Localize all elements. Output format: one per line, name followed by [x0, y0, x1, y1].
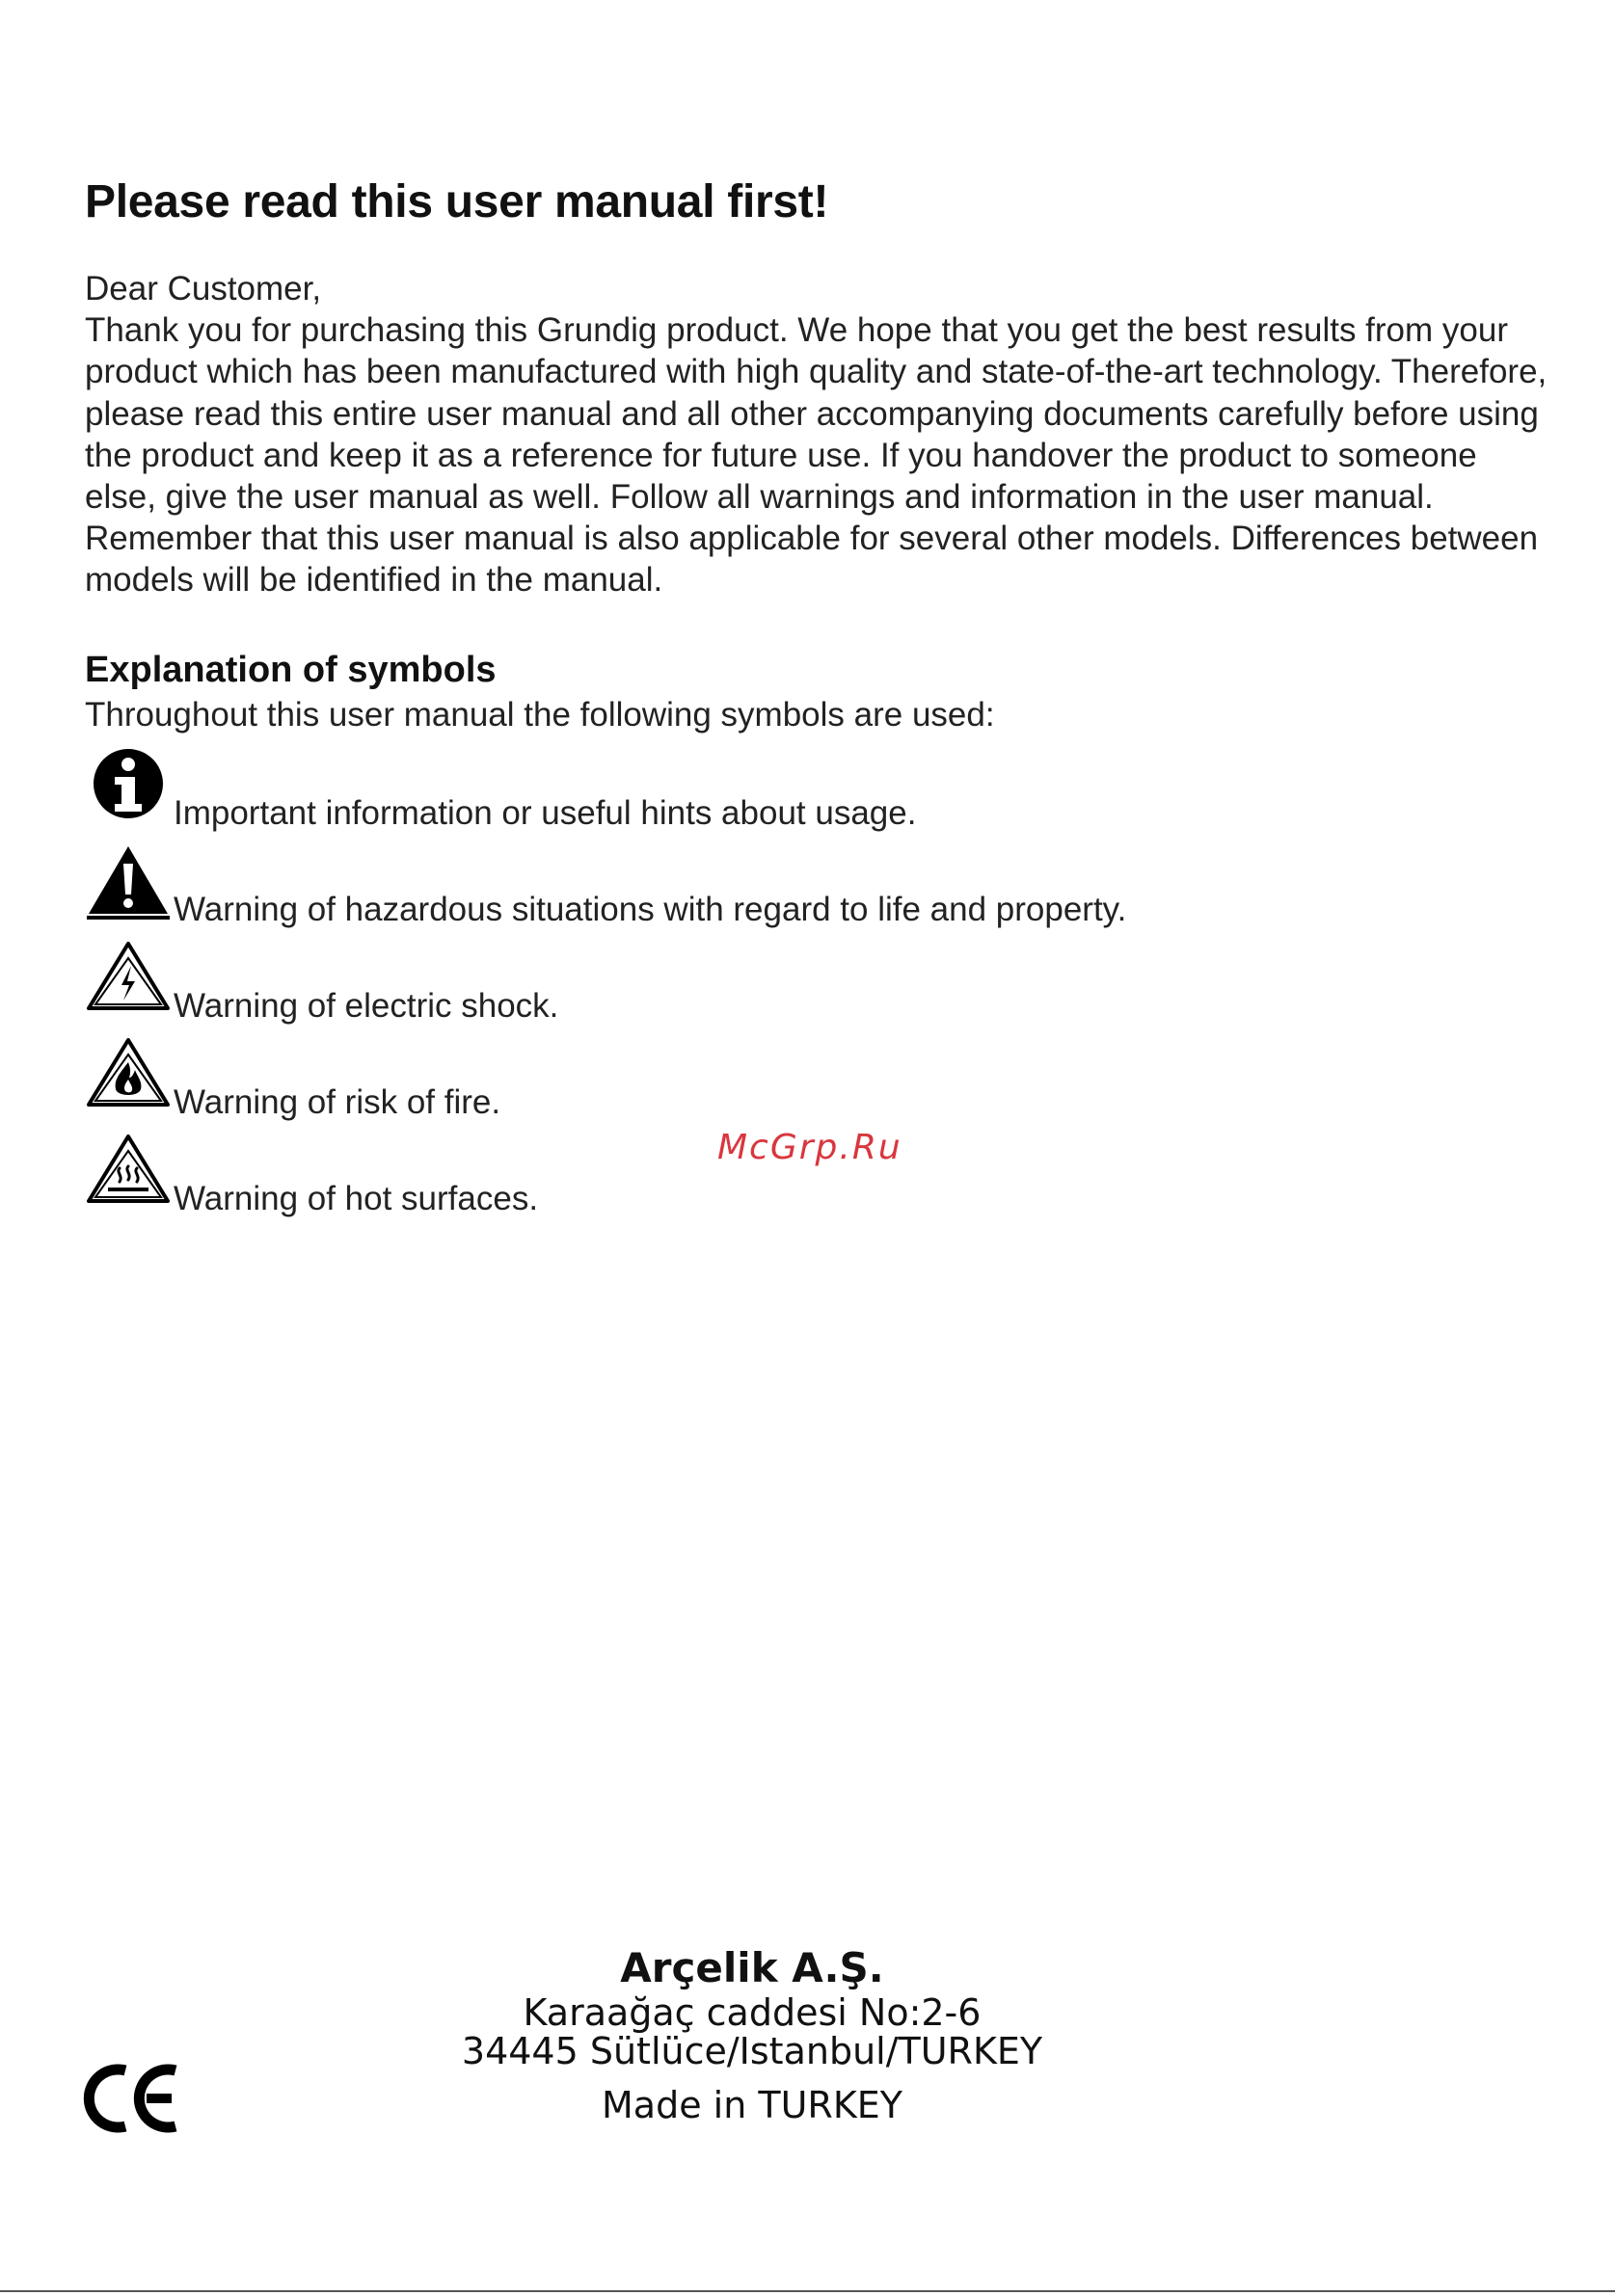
watermark: McGrp.Ru [717, 1128, 902, 1167]
symbol-item-hot-surface [85, 1134, 1242, 1220]
symbols-intro: Throughout this user manual the following symbols are used: [85, 696, 995, 734]
intro-text [85, 268, 1550, 601]
page-bottom-rule [0, 2290, 1615, 2292]
symbol-item-info [85, 748, 1242, 835]
electric-shock-icon [85, 941, 172, 1028]
symbol-text: Warning of hot surfaces. [174, 1180, 539, 1217]
info-icon [85, 748, 172, 835]
hot-surface-icon [85, 1134, 172, 1220]
symbol-item-warning [85, 844, 1242, 931]
warning-icon [85, 844, 172, 931]
symbol-text: Warning of electric shock. [174, 987, 559, 1025]
intro-paragraph: Thank you for purchasing this Grundig product. We hope that you get the best results from your product which has been manufactured with high quality and state-of-the-art technology. Therefore, please read this entire user manual and all other accompanying documents carefully before using the product and keep it as a reference for future use. If you handover the product to someone else, give the user manual as well. Follow all warnings and information in the user manual. [85, 311, 1548, 517]
symbol-text: Warning of hazardous situations with regard to life and property. [174, 891, 1127, 928]
symbol-item-fire [85, 1037, 1242, 1124]
page-title: Please read this user manual first! [85, 176, 829, 227]
symbol-text: Important information or useful hints about usage. [174, 794, 917, 832]
greeting: Dear Customer, [85, 270, 322, 307]
models-note-paragraph: Remember that this user manual is also applicable for several other models. Differences between models will be identified in the manual. [85, 520, 1539, 600]
company-name: Arçelik A.Ş. [620, 1944, 884, 1991]
symbol-item-electric-shock [85, 941, 1242, 1028]
symbol-text: Warning of risk of fire. [174, 1083, 501, 1121]
made-in: Made in TURKEY [602, 2084, 902, 2126]
street-address: Karaağaç caddesi No:2-6 [523, 1991, 982, 2034]
symbols-heading: Explanation of symbols [85, 650, 497, 690]
city-address: 34445 Sütlüce/Istanbul/TURKEY [461, 2030, 1043, 2072]
fire-icon [85, 1037, 172, 1124]
ce-mark-icon [83, 2063, 179, 2134]
manufacturer-address [366, 1943, 1138, 2124]
